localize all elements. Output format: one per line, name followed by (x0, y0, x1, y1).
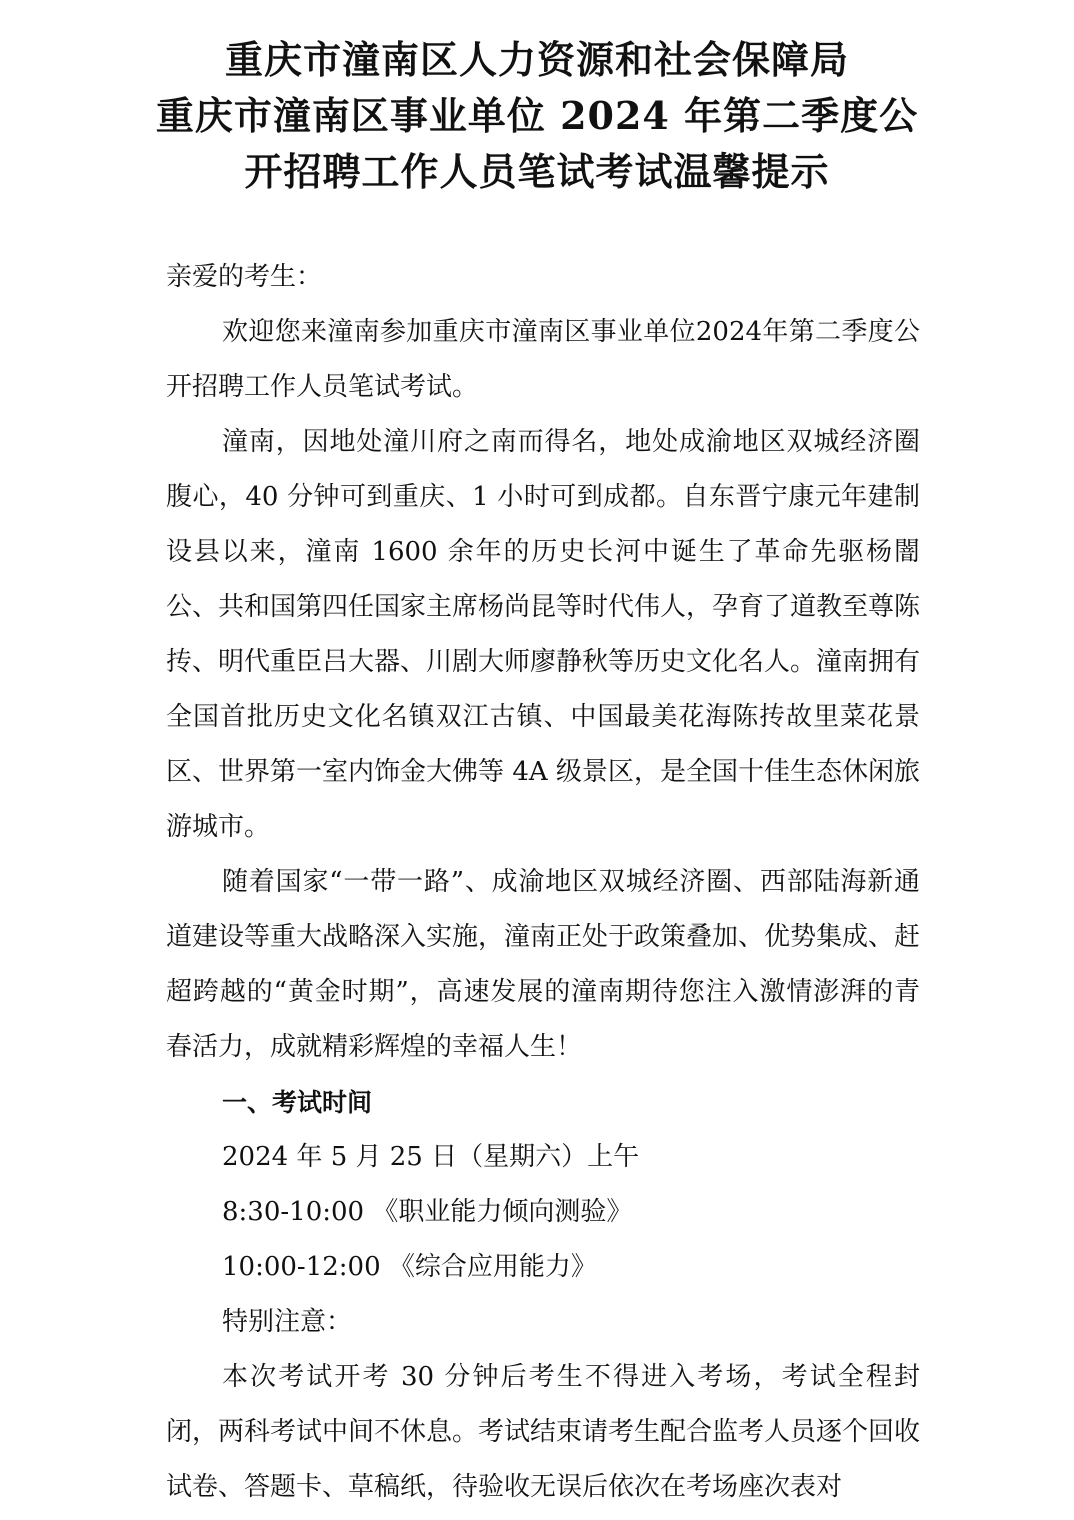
document-body (166, 250, 920, 1515)
paragraph-welcome: 欢迎您来潼南参加重庆市潼南区事业单位2024年第二季度公开招聘工作人员笔试考试。 (166, 317, 920, 402)
title-line-3: 开招聘工作人员笔试考试温馨提示 (244, 149, 830, 194)
paragraph-development: 随着国家“一带一路”、成渝地区双城经济圈、西部陆海新通道建设等重大战略深入实施，潼南正处于政策叠加、优势集成、赶超跨越的“黄金时期”，高速发展的潼南期待您注入激情澎湃的青春活力，成就精彩辉煌的幸福人生！ (166, 867, 921, 1062)
exam-date: 2024 年 5 月 25 日（星期六）上午 (222, 1142, 640, 1172)
exam-slot-comprehensive: 10:00-12:00 《综合应用能力》 (222, 1252, 597, 1282)
exam-slot-aptitude: 8:30-10:00 《职业能力倾向测验》 (222, 1197, 633, 1227)
notice-label: 特别注意： (222, 1307, 353, 1337)
title-line-1: 重庆市潼南区人力资源和社会保障局 (224, 37, 849, 82)
notice-text: 本次考试开考 30 分钟后考生不得进入考场，考试全程封闭，两科考试中间不休息。考试结束请考生配合监考人员逐个回收试卷、答题卡、草稿纸，待验收无误后依次在考场座次表对 (166, 1362, 921, 1502)
section-heading-exam-time: 一、考试时间 (222, 1088, 373, 1117)
title-line-2: 重庆市潼南区事业单位 2024 年第二季度公 (155, 93, 919, 138)
greeting: 亲爱的考生： (166, 262, 323, 292)
document-title (140, 32, 934, 200)
paragraph-introduction: 潼南，因地处潼川府之南而得名，地处成渝地区双城经济圈腹心，40 分钟可到重庆、1 小时可到成都。自东晋宁康元年建制设县以来，潼南 1600 余年的历史长河中诞生了革命先驱杨闇公、共和国第四任国家主席杨尚昆等时代伟人，孕育了道教至尊陈抟、明代重臣吕大器、川剧大师廖静秋等历史文化名人。潼南拥有全国首批历史文化名镇双江古镇、中国最美花海陈抟故里菜花景区、世界第一室内饰金大佛等 4A 级景区，是全国十佳生态休闲旅游城市。 (166, 427, 921, 842)
